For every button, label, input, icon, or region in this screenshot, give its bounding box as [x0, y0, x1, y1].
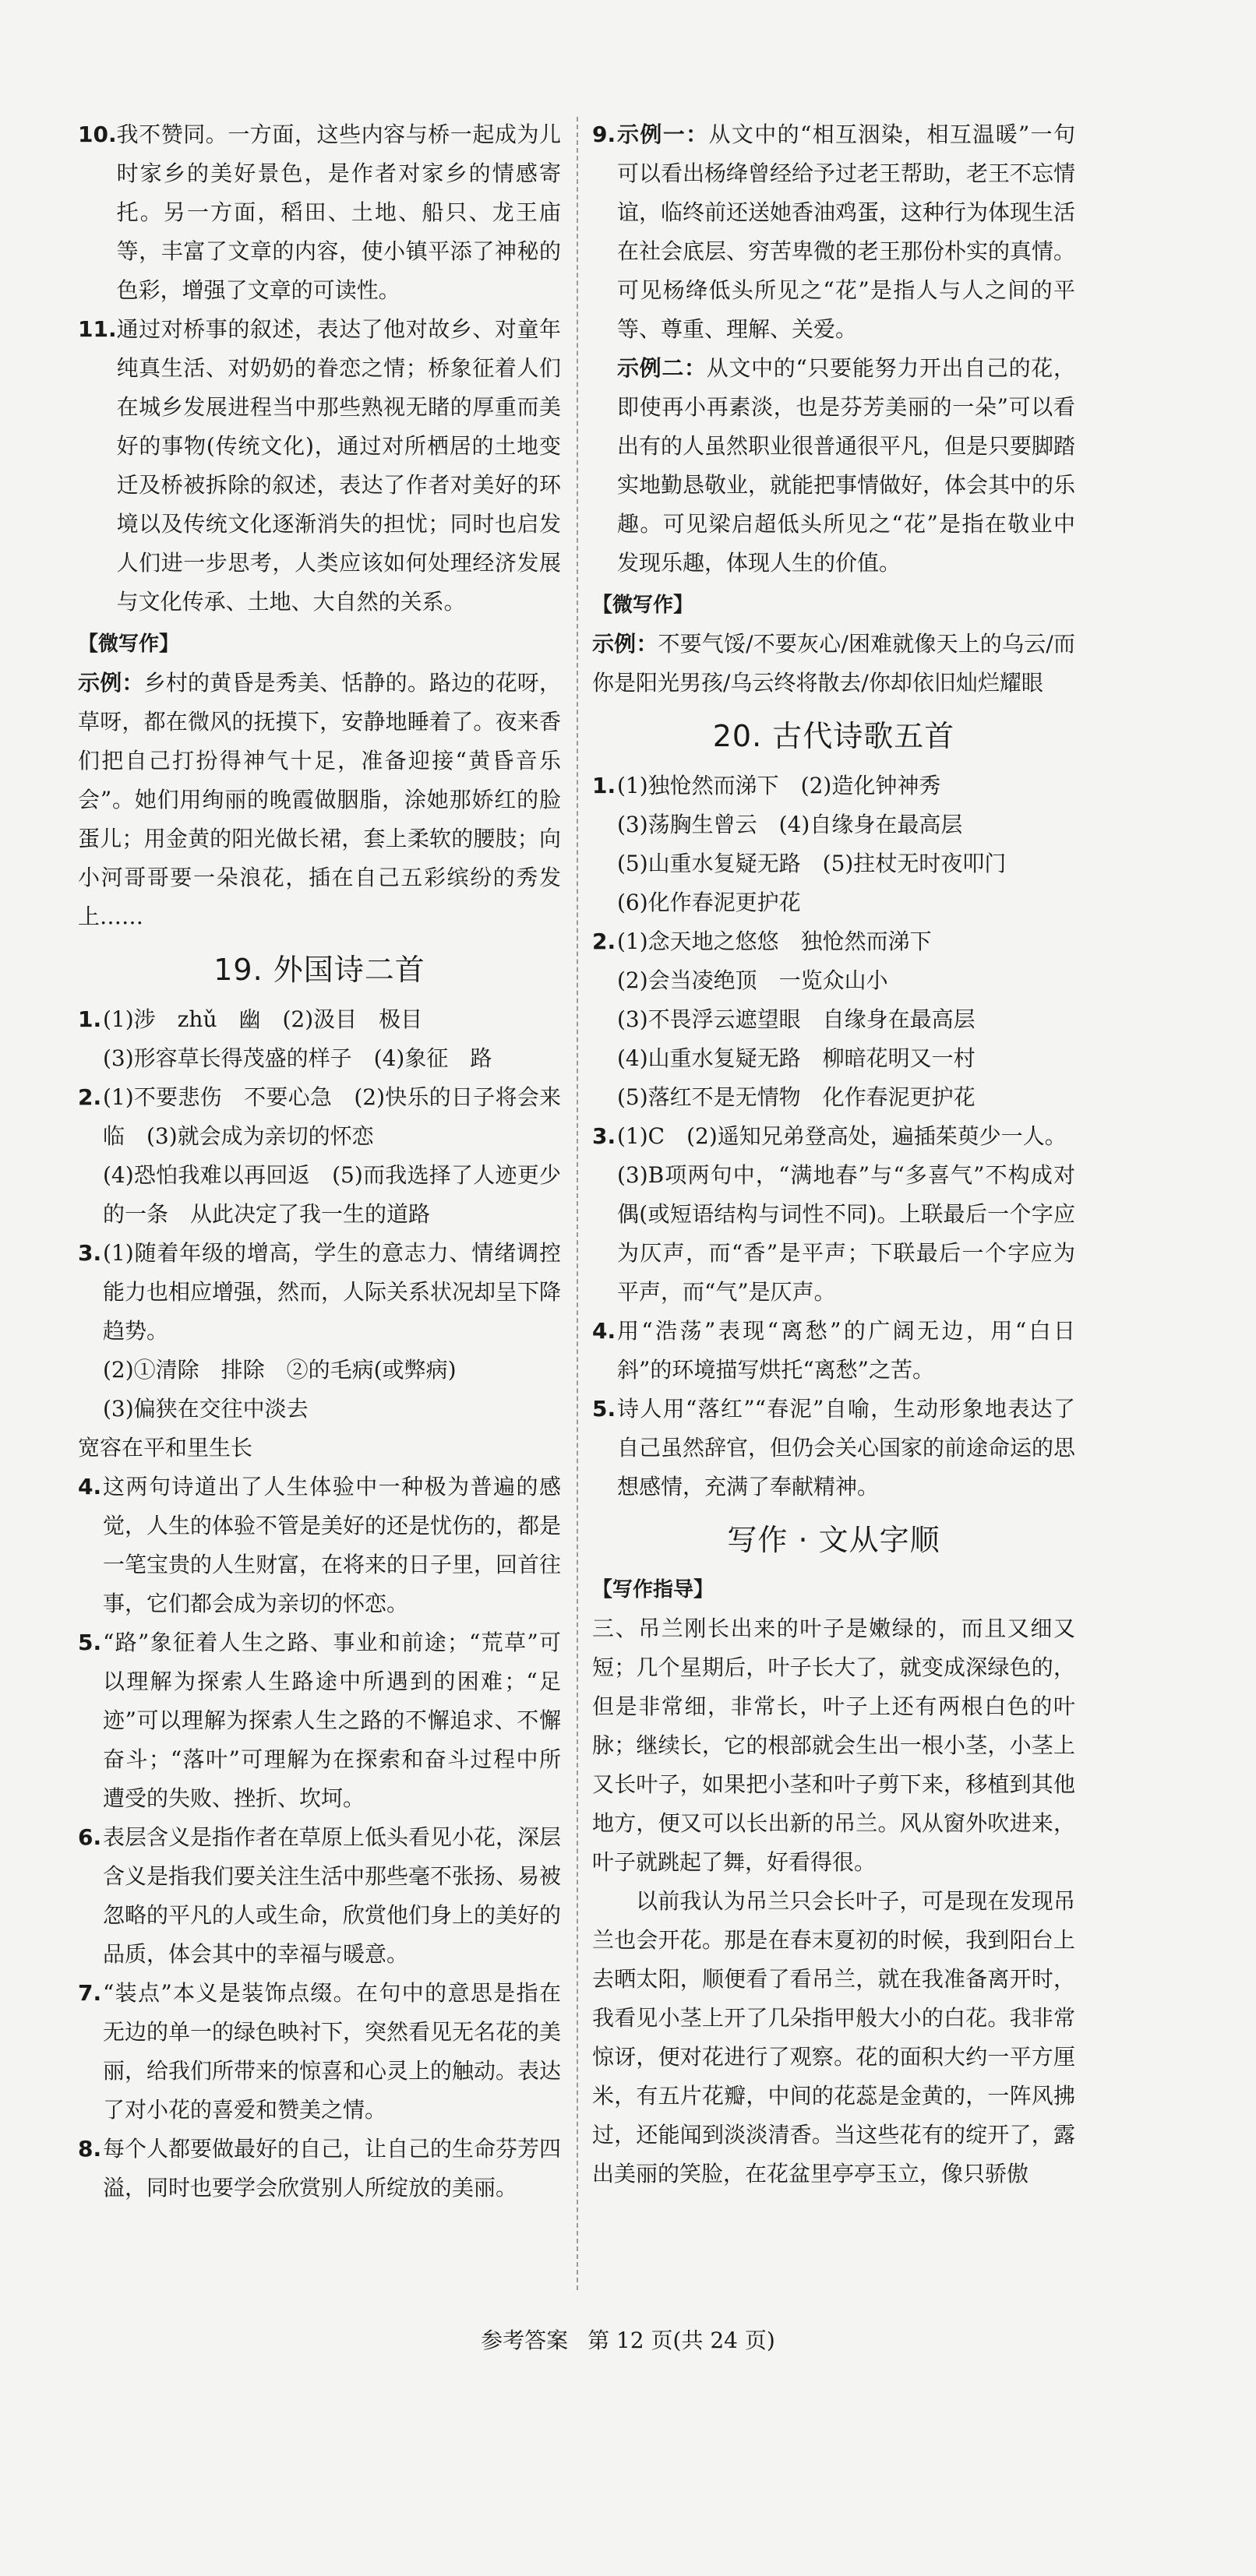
answer-number: 7. [78, 1980, 102, 2006]
answer-number: 1. [592, 773, 616, 798]
example-label: 示例： [78, 670, 144, 696]
answer-3 [78, 1234, 561, 1429]
answer-line: (1)C (2)遥知兄弟登高处，遍插茱萸少一人。 [617, 1123, 1067, 1149]
answer-text: “路”象征着人生之路、事业和前途；“荒草”可以理解为探索人生路途中所遇到的困难；“足迹”可以理解为探索人生之路的不懈追求、不懈奋斗；“落叶”可理解为在探索和奋斗过程中所遭受的失败、挫折、坎坷。 [103, 1630, 561, 1811]
answer-line: (1)独怆然而涕下 (2)造化钟神秀 [617, 773, 941, 798]
micro-writing-tag: 【微写作】 [78, 633, 180, 656]
answer-line: (1)涉 zhǔ 幽 (2)汲目 极目 [103, 1006, 423, 1032]
micro-writing-example [592, 625, 1075, 703]
answer-number: 11. [78, 316, 117, 342]
page-number: 第 12 页(共 24 页) [587, 2328, 775, 2353]
answer-text: 表层含义是指作者在草原上低头看见小花，深层含义是指我们要关注生活中那些毫不张扬、易被忽略的平凡的人或生命，欣赏他们身上的美好的品质，体会其中的幸福与暖意。 [103, 1824, 562, 1967]
answer-line: (5)山重水复疑无路 (5)拄杖无时夜叩门 [617, 851, 1007, 876]
example-label: 示例： [592, 631, 658, 657]
answer-text: 这两句诗道出了人生体验中一种极为普遍的感觉，人生的体验不管是美好的还是忧伤的，都是一笔宝贵的人生财富，在将来的日子里，回首往事，它们都会成为亲切的怀恋。 [103, 1474, 562, 1616]
section-title-writing: 写作 · 文从字顺 [727, 1523, 940, 1557]
answer-5 [592, 1390, 1075, 1506]
answer-6 [78, 1818, 561, 1974]
page-footer [0, 2325, 1256, 2356]
answer-number: 8. [78, 2136, 102, 2162]
answer-line: (1)随着年级的增高，学生的意志力、情绪调控能力也相应增强，然而，人际关系状况却呈下降趋势。 [103, 1240, 562, 1344]
answer-10 [78, 115, 561, 310]
answer-9 [592, 115, 1075, 583]
answer-number: 6. [78, 1824, 102, 1850]
answer-line: (4)山重水复疑无路 柳暗花明又一村 [617, 1045, 976, 1071]
answer-line: (5)落红不是无情物 化作春泥更护花 [617, 1084, 976, 1110]
answer-1 [78, 1000, 561, 1078]
answer-number: 5. [78, 1630, 102, 1655]
answer-line: (3)偏狭在交往中淡去 [103, 1396, 309, 1422]
answer-2 [78, 1078, 561, 1234]
answer-11 [78, 310, 561, 622]
section-title-19: 19. 外国诗二首 [213, 953, 425, 987]
answer-text: 用“浩荡”表现“离愁”的广阔无边，用“白日斜”的环境描写烘托“离愁”之苦。 [617, 1318, 1075, 1383]
answer-line: (3)不畏浮云遮望眼 自缘身在最高层 [617, 1006, 976, 1032]
answer-number: 10. [78, 122, 117, 147]
example-text: 从文中的“相互洇染，相互温暖”一句可以看出杨绛曾经给予过老王帮助，老王不忘情谊，临终前还送她香油鸡蛋，这种行为体现生活在社会底层、穷苦卑微的老王那份朴实的真情。可见杨绛低头所见之“花”是指人与人之间的平等、尊重、理解、关爱。 [617, 122, 1076, 342]
answer-line: (2)会当凌绝顶 一览众山小 [617, 967, 888, 993]
answer-number: 9. [592, 122, 616, 147]
answer-text: 每个人都要做最好的自己，让自己的生命芬芳四溢，同时也要学会欣赏别人所绽放的美丽。 [103, 2136, 562, 2201]
example-text: 从文中的“只要能努力开出自己的花，即使再小再素淡，也是芬芳美丽的一朵”可以看出有的人虽然职业很普通很平凡，但是只要脚踏实地勤恳敬业，就能把事情做好，体会其中的乐趣。可见梁启超低头所见之“花”是指在敬业中发现乐趣，体现人生的价值。 [617, 355, 1076, 576]
footer-label: 参考答案 [481, 2328, 569, 2353]
answer-text: 我不赞同。一方面，这些内容与桥一起成为儿时家乡的美好景色，是作者对家乡的情感寄托。另一方面，稻田、土地、船只、龙王庙等，丰富了文章的内容，使小镇平添了神秘的色彩，增强了文章的可读性。 [116, 122, 561, 303]
example-label: 示例一： [617, 122, 709, 147]
answer-number: 4. [78, 1474, 102, 1499]
answer-4 [592, 1312, 1075, 1390]
answer-4 [78, 1468, 561, 1623]
answer-number: 4. [592, 1318, 616, 1344]
answer-number: 2. [78, 1084, 102, 1110]
writing-guide-paragraph: 三、吊兰刚长出来的叶子是嫩绿的，而且又细又短；几个星期后，叶子长大了，就变成深绿色的，但是非常细，非常长，叶子上还有两根白色的叶脉；继续长，它的根部就会生出一根小茎，小茎上又长叶子，如果把小茎和叶子剪下来，移植到其他地方，便又可以长出新的吊兰。风从窗外吹进来，叶子就跳起了舞，好看得很。 [592, 1616, 1075, 1875]
answer-text: 诗人用“落红”“春泥”自喻，生动形象地表达了自己虽然辞官，但仍会关心国家的前途命运的思想感情，充满了奉献精神。 [617, 1396, 1076, 1499]
example-two [617, 349, 1075, 583]
answer-number: 5. [592, 1396, 616, 1422]
example-text: 不要气馁/不要灰心/困难就像天上的乌云/而你是阳光男孩/乌云终将散去/你却依旧灿烂耀眼 [592, 631, 1075, 696]
answer-3 [592, 1117, 1075, 1312]
answer-line: (4)恐怕我难以再回返 (5)而我选择了人迹更少的一条 从此决定了我一生的道路 [103, 1162, 561, 1227]
left-column [78, 115, 561, 2208]
answer-number: 3. [78, 1240, 102, 1266]
answer-7 [78, 1974, 561, 2130]
answer-number: 3. [592, 1123, 616, 1149]
answer-line: (1)不要悲伤 不要心急 (2)快乐的日子将会来临 (3)就会成为亲切的怀恋 [103, 1084, 561, 1149]
answer-number: 1. [78, 1006, 102, 1032]
answer-line: (6)化作春泥更护花 [617, 890, 801, 915]
answer-line: (1)念天地之悠悠 独怆然而涕下 [617, 929, 932, 954]
example-text: 乡村的黄昏是秀美、恬静的。路边的花呀，草呀，都在微风的抚摸下，安静地睡着了。夜来香们把自己打扮得神气十足，准备迎接“黄昏音乐会”。她们用绚丽的晚霞做胭脂，涂她那娇红的脸蛋儿；用金黄的阳光做长裙，套上柔软的腰肢；向小河哥哥要一朵浪花，插在自己五彩缤纷的秀发上…… [78, 670, 561, 929]
answer-text: “装点”本义是装饰点缀。在句中的意思是指在无边的单一的绿色映衬下，突然看见无名花的美丽，给我们所带来的惊喜和心灵上的触动。表达了对小花的喜爱和赞美之情。 [103, 1980, 562, 2123]
answer-text: 通过对桥事的叙述，表达了他对故乡、对童年纯真生活、对奶奶的眷恋之情；桥象征着人们在城乡发展进程当中那些熟视无睹的厚重而美好的事物(传统文化)，通过对所栖居的土地变迁及桥被拆除的叙述，表达了作者对美好的环境以及传统文化逐渐消失的担忧；同时也启发人们进一步思考，人类应该如何处理经济发展与文化传承、土地、大自然的关系。 [116, 316, 561, 615]
answer-1 [592, 766, 1075, 922]
answer-line: (3)B项两句中，“满地春”与“多喜气”不构成对偶(或短语结构与词性不同)。上联最后一个字应为仄声，而“香”是平声；下联最后一个字应为平声，而“气”是仄声。 [617, 1162, 1075, 1305]
answer-5 [78, 1623, 561, 1818]
example-one [617, 115, 1075, 349]
answer-8 [78, 2130, 561, 2208]
section-title-20: 20. 古代诗歌五首 [712, 719, 955, 753]
micro-writing-example [78, 664, 561, 936]
answer-line: (3)荡胸生曾云 (4)自缘身在最高层 [617, 812, 963, 837]
answer-2 [592, 922, 1075, 1117]
column-divider [577, 117, 578, 2290]
example-label: 示例二： [617, 355, 707, 381]
right-column [592, 115, 1075, 2194]
answer-line: (3)形容草长得茂盛的样子 (4)象征 路 [103, 1045, 492, 1071]
answer-line: 宽容在平和里生长 [78, 1435, 253, 1461]
answer-number: 2. [592, 929, 616, 954]
micro-writing-tag: 【微写作】 [592, 594, 694, 617]
writing-guide-paragraph: 以前我认为吊兰只会长叶子，可是现在发现吊兰也会开花。那是在春末夏初的时候，我到阳台上去晒太阳，顺便看了看吊兰，就在我准备离开时，我看见小茎上开了几朵指甲般大小的白花。我非常惊讶，便对花进行了观察。花的面积大约一平方厘米，有五片花瓣，中间的花蕊是金黄的，一阵风拂过，还能闻到淡淡清香。当这些花有的绽开了，露出美丽的笑脸，在花盆里亭亭玉立，像只骄傲 [592, 1888, 1075, 2187]
writing-guide-tag: 【写作指导】 [592, 1578, 714, 1602]
answer-line: (2)①清除 排除 ②的毛病(或弊病) [103, 1357, 457, 1383]
